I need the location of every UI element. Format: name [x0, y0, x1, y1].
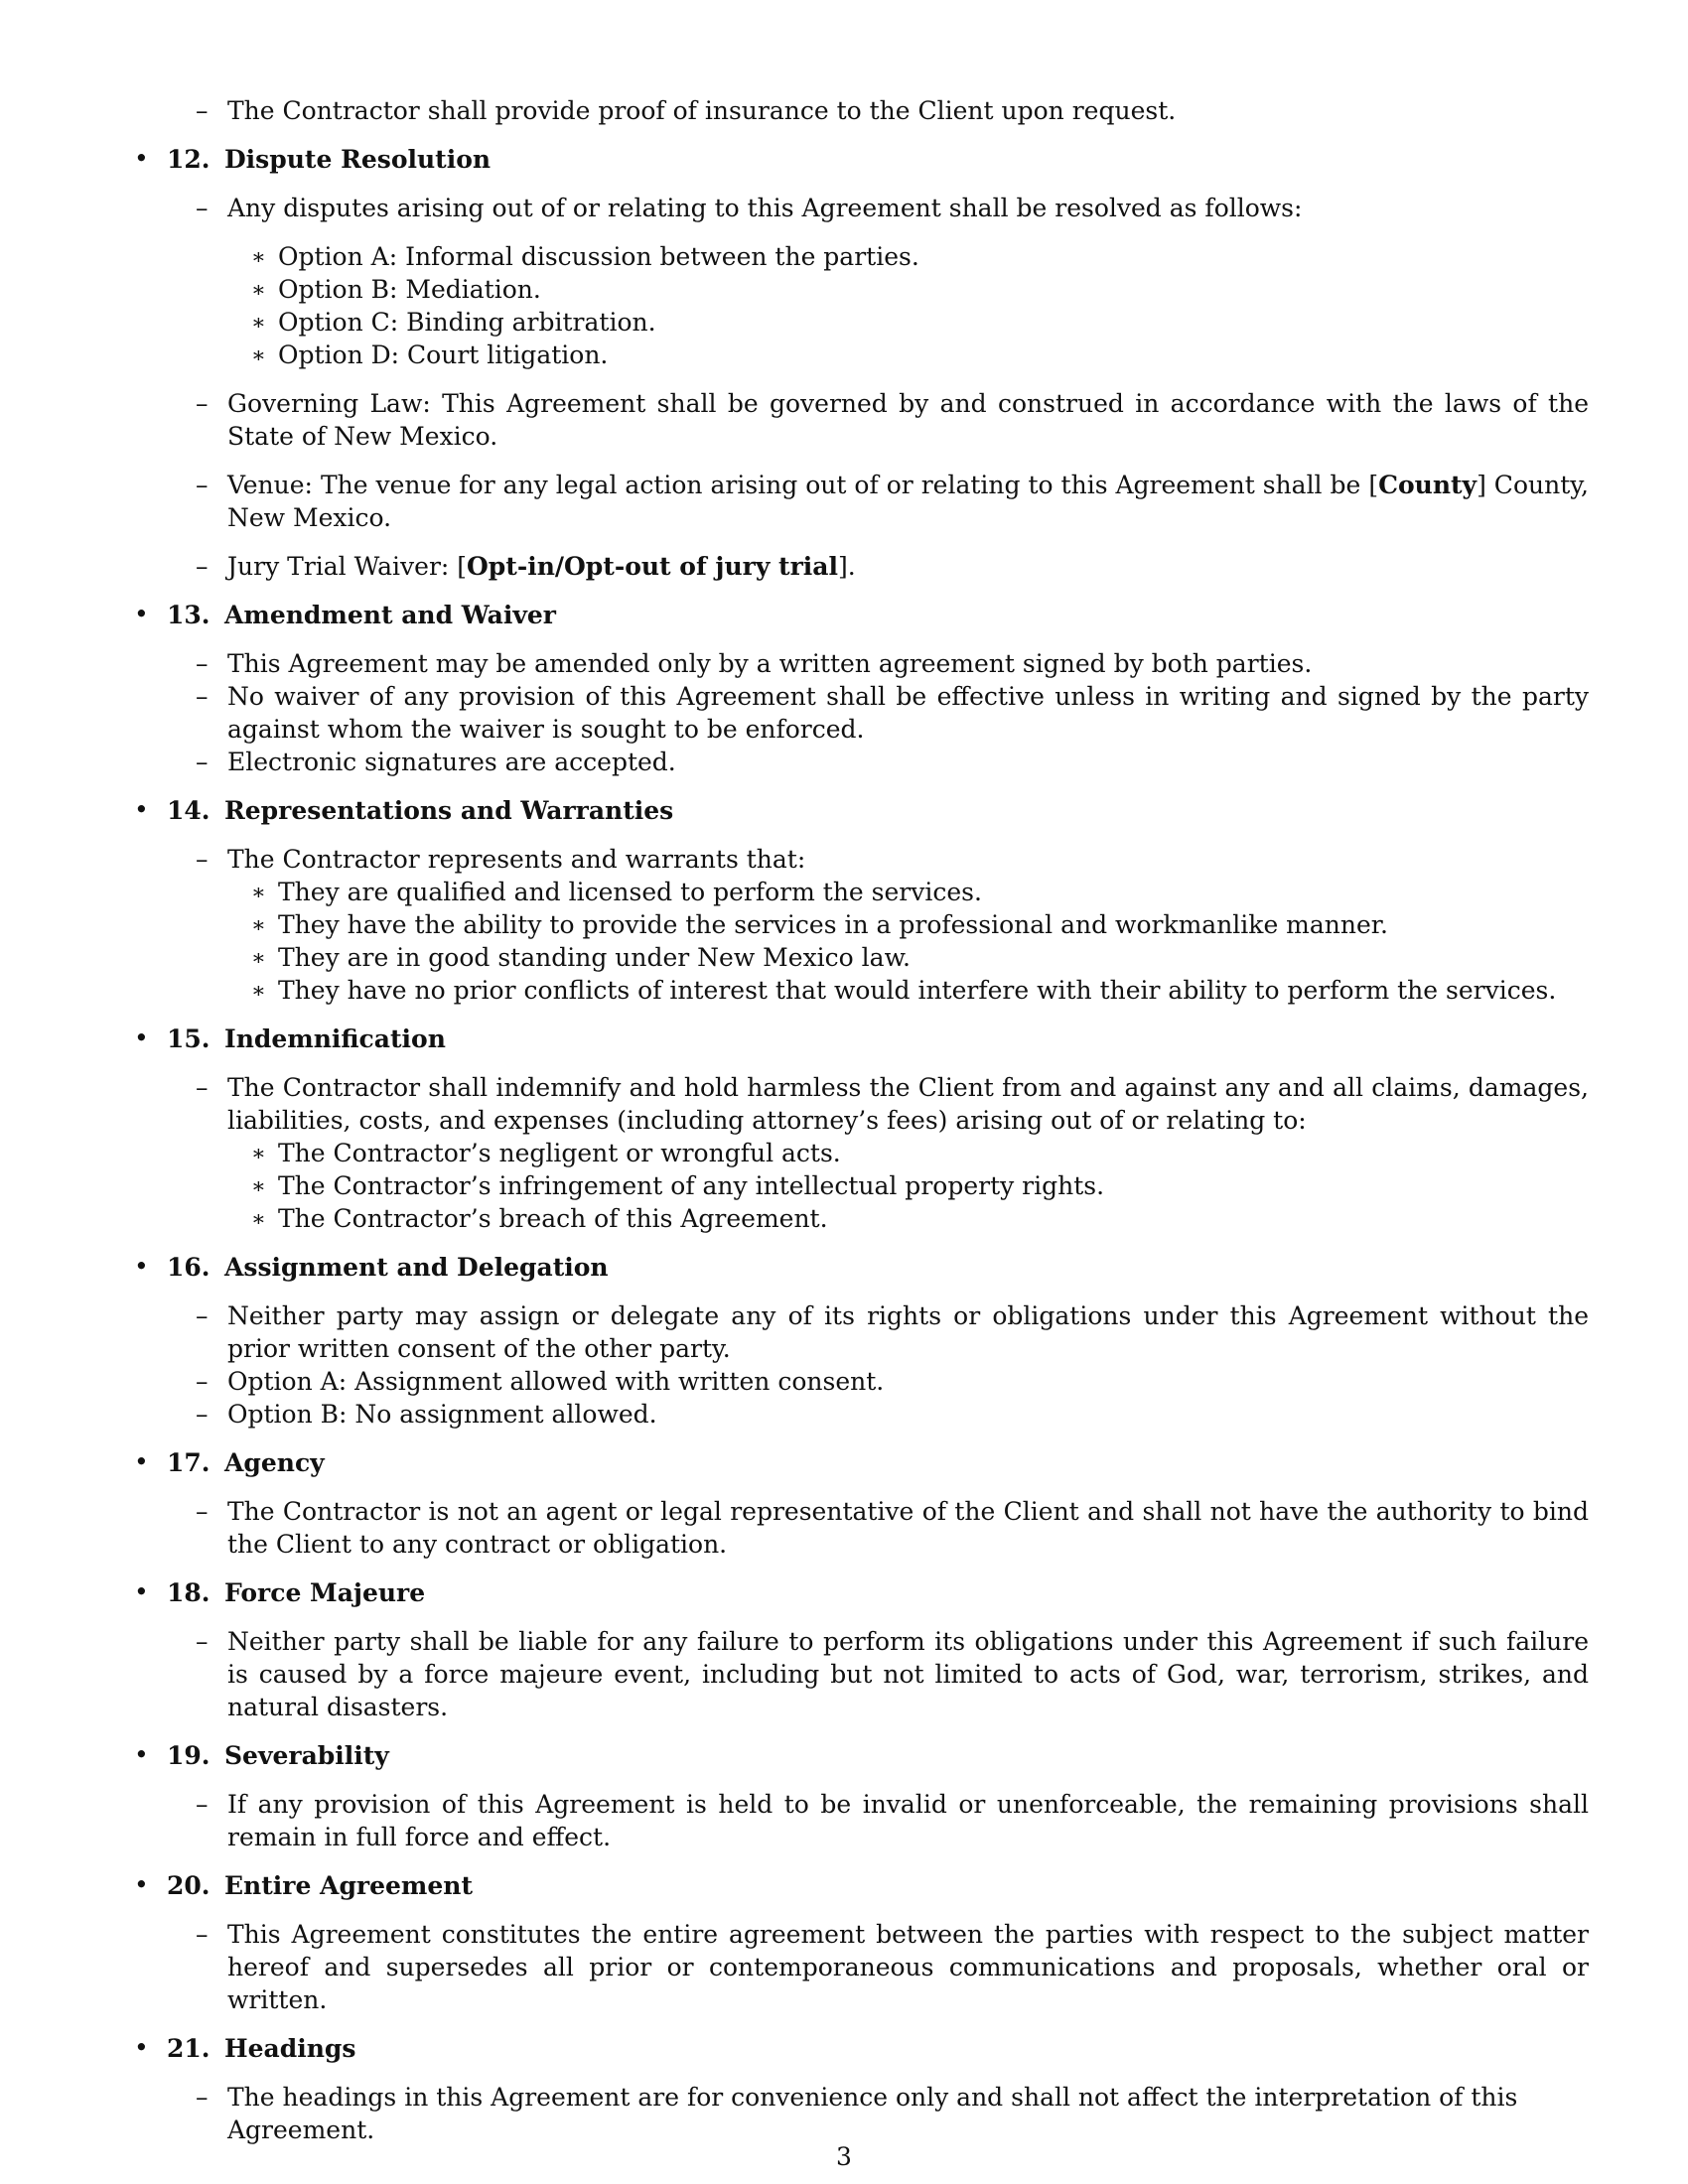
sub-list-item: [134, 240, 1589, 273]
dash-marker: –: [196, 96, 209, 125]
bullet-marker: •: [134, 1024, 149, 1052]
item-text: Neither party shall be liable for any failure to perform its obligations under this Agreement if such failure is caused by a force majeure event, including but not limited to acts of God, war, terrorism, strikes, and natural disasters.: [227, 1627, 1589, 1721]
section-heading-14: [134, 794, 1589, 827]
section-number: 21.: [167, 2034, 211, 2063]
section-heading-17: [134, 1446, 1589, 1479]
item-text: [227, 552, 856, 581]
star-marker: ∗: [251, 913, 266, 938]
section-heading-21: [134, 2032, 1589, 2065]
item-text: Option B: No assignment allowed.: [227, 1400, 657, 1429]
dash-marker: –: [196, 1367, 209, 1396]
dash-marker: –: [196, 649, 209, 678]
list-item: [134, 550, 1589, 583]
item-text: They are qualified and licensed to perform the services.: [278, 878, 982, 906]
dash-marker: –: [196, 1627, 209, 1656]
item-text: Option C: Binding arbitration.: [278, 308, 656, 337]
section-title: Representations and Warranties: [224, 796, 674, 825]
sub-list-item: [134, 876, 1589, 908]
section-number: 19.: [167, 1741, 211, 1770]
star-marker: ∗: [251, 343, 266, 368]
section-number: 13.: [167, 601, 211, 629]
item-text: If any provision of this Agreement is held to be invalid or unenforceable, the remaining provisions shall remain in full force and effect.: [227, 1790, 1589, 1851]
bullet-marker: •: [134, 2033, 149, 2062]
dash-marker: –: [196, 1497, 209, 1526]
section-heading-19: [134, 1739, 1589, 1772]
section-title: Severability: [224, 1741, 389, 1770]
list-item: [134, 469, 1589, 534]
section-title: Indemnification: [224, 1024, 446, 1053]
star-marker: ∗: [251, 1142, 266, 1166]
item-text: The headings in this Agreement are for convenience only and shall not affect the interpretation of this Agreement.: [227, 2083, 1518, 2144]
jury-text: Jury Trial Waiver: [: [227, 552, 468, 581]
sub-list-item: [134, 1137, 1589, 1169]
section-title: Amendment and Waiver: [224, 601, 556, 629]
list-item: [134, 94, 1589, 127]
list-item: [134, 1299, 1589, 1365]
bullet-marker: •: [134, 1252, 149, 1281]
county-placeholder: County: [1378, 471, 1477, 499]
list-item: [134, 1625, 1589, 1723]
dash-marker: –: [196, 1790, 209, 1819]
section-number: 18.: [167, 1578, 211, 1607]
item-text: No waiver of any provision of this Agreement shall be effective unless in writing and signed by the party against whom the waiver is sought to be enforced.: [227, 682, 1589, 744]
item-text: Any disputes arising out of or relating to this Agreement shall be resolved as follows:: [227, 194, 1303, 222]
section-heading-13: [134, 599, 1589, 631]
item-text: Neither party may assign or delegate any of its rights or obligations under this Agreement without the prior written consent of the other party.: [227, 1301, 1589, 1363]
bullet-marker: •: [134, 1870, 149, 1899]
dash-marker: –: [196, 1920, 209, 1949]
list-item: [134, 387, 1589, 453]
bullet-marker: •: [134, 1740, 149, 1769]
section-number: 15.: [167, 1024, 211, 1053]
list-item: [134, 746, 1589, 778]
bullet-marker: •: [134, 144, 149, 173]
list-item: [134, 680, 1589, 746]
sub-list-item: [134, 306, 1589, 339]
star-marker: ∗: [251, 311, 266, 336]
item-text: They have no prior conflicts of interest that would interfere with their ability to perform the services.: [278, 976, 1557, 1005]
list-item: [134, 1918, 1589, 2016]
dash-marker: –: [196, 1400, 209, 1429]
star-marker: ∗: [251, 1174, 266, 1199]
bullet-marker: •: [134, 600, 149, 628]
section-title: Force Majeure: [224, 1578, 426, 1607]
item-text: The Contractor represents and warrants that:: [227, 845, 806, 874]
list-item: [134, 843, 1589, 876]
item-text: Governing Law: This Agreement shall be governed by and construed in accordance with the laws of the State of New Mexico.: [227, 389, 1589, 451]
jury-text-end: ].: [837, 552, 856, 581]
star-marker: ∗: [251, 245, 266, 270]
item-text: The Contractor shall indemnify and hold harmless the Client from and against any and all claims, damages, liabilities, costs, and expenses (including attorney’s fees) arising out of or relating to:: [227, 1073, 1589, 1135]
dash-marker: –: [196, 1301, 209, 1330]
venue-text-end: ] County, New Mexico.: [227, 471, 1589, 532]
section-number: 12.: [167, 145, 211, 174]
sub-list-item: [134, 974, 1589, 1007]
star-marker: ∗: [251, 946, 266, 971]
page-number: 3: [836, 2142, 852, 2171]
item-text: Option B: Mediation.: [278, 275, 541, 304]
dash-marker: –: [196, 552, 209, 581]
section-heading-15: [134, 1023, 1589, 1055]
item-text: The Contractor is not an agent or legal representative of the Client and shall not have the authority to bind the Client to any contract or obligation.: [227, 1497, 1589, 1559]
star-marker: ∗: [251, 1207, 266, 1232]
sub-list-item: [134, 1169, 1589, 1202]
item-text: [227, 471, 1589, 532]
list-item: [134, 647, 1589, 680]
sub-list-item: [134, 1202, 1589, 1235]
item-text: Electronic signatures are accepted.: [227, 748, 676, 776]
item-text: They are in good standing under New Mexico law.: [278, 943, 911, 972]
section-title: Agency: [224, 1448, 325, 1477]
section-heading-12: [134, 143, 1589, 176]
item-text: Option D: Court litigation.: [278, 341, 609, 369]
list-item: [134, 1788, 1589, 1853]
sub-list-item: [134, 908, 1589, 941]
sub-list-item: [134, 941, 1589, 974]
dash-marker: –: [196, 2083, 209, 2112]
item-text: The Contractor’s breach of this Agreement.: [278, 1204, 828, 1233]
list-item: [134, 1495, 1589, 1561]
section-number: 20.: [167, 1871, 211, 1900]
dash-marker: –: [196, 748, 209, 776]
list-item: [134, 2081, 1589, 2146]
section-title: Entire Agreement: [224, 1871, 473, 1900]
section-number: 17.: [167, 1448, 211, 1477]
jury-placeholder: Opt-in/Opt-out of jury trial: [467, 552, 838, 581]
item-text: This Agreement constitutes the entire agreement between the parties with respect to the subject matter hereof and supersedes all prior or contemporaneous communications and proposals, whether oral or written.: [227, 1920, 1589, 2014]
dash-marker: –: [196, 194, 209, 222]
dash-marker: –: [196, 471, 209, 499]
star-marker: ∗: [251, 278, 266, 303]
document-body: [134, 94, 1589, 2146]
section-title: Assignment and Delegation: [224, 1253, 609, 1282]
item-text: The Contractor’s negligent or wrongful acts.: [278, 1139, 841, 1167]
section-heading-20: [134, 1869, 1589, 1902]
item-text: The Contractor’s infringement of any intellectual property rights.: [278, 1171, 1105, 1200]
sub-list-item: [134, 339, 1589, 371]
sub-list-item: [134, 273, 1589, 306]
item-text: They have the ability to provide the services in a professional and workmanlike manner.: [278, 910, 1388, 939]
section-heading-18: [134, 1576, 1589, 1609]
section-number: 14.: [167, 796, 211, 825]
list-item: [134, 1398, 1589, 1431]
item-text: Option A: Informal discussion between the parties.: [278, 242, 919, 271]
list-item: [134, 192, 1589, 224]
item-text: Option A: Assignment allowed with written consent.: [227, 1367, 885, 1396]
dash-marker: –: [196, 389, 209, 418]
dash-marker: –: [196, 845, 209, 874]
section-title: Headings: [224, 2034, 356, 2063]
section-title: Dispute Resolution: [224, 145, 492, 174]
bullet-marker: •: [134, 795, 149, 824]
venue-text: Venue: The venue for any legal action arising out of or relating to this Agreement shall be [: [227, 471, 1379, 499]
section-heading-16: [134, 1251, 1589, 1284]
section-number: 16.: [167, 1253, 211, 1282]
dash-marker: –: [196, 682, 209, 711]
list-item: [134, 1071, 1589, 1137]
bullet-marker: •: [134, 1447, 149, 1476]
list-item: [134, 1365, 1589, 1398]
item-text: This Agreement may be amended only by a written agreement signed by both parties.: [227, 649, 1313, 678]
dash-marker: –: [196, 1073, 209, 1102]
star-marker: ∗: [251, 881, 266, 905]
item-text: The Contractor shall provide proof of insurance to the Client upon request.: [227, 96, 1177, 125]
bullet-marker: •: [134, 1577, 149, 1606]
star-marker: ∗: [251, 979, 266, 1004]
